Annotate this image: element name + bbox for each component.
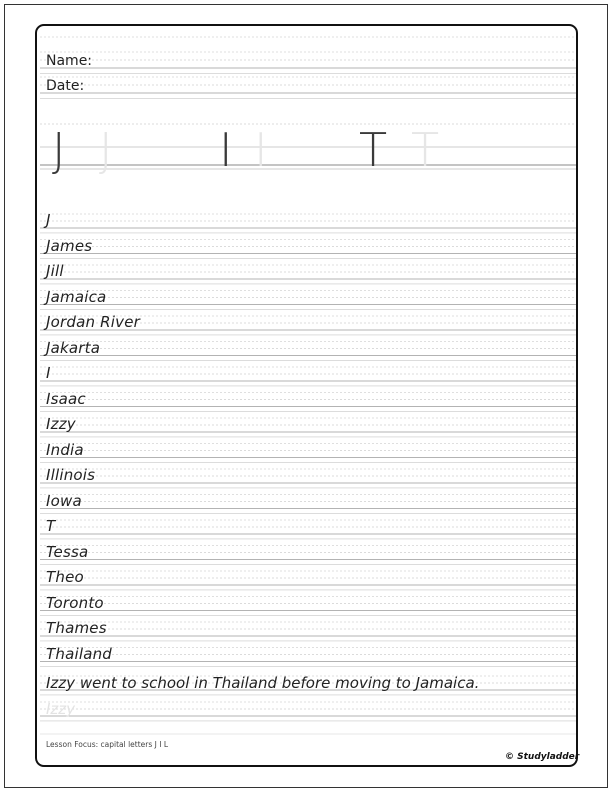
name-label: Name: <box>46 53 93 69</box>
letter-j-trace: J <box>99 123 113 177</box>
practice-word: Jordan River <box>46 313 141 331</box>
practice-sentence: Izzy went to school in Thailand before moving to Jamaica. <box>46 674 480 692</box>
practice-word: Theo <box>46 568 84 586</box>
practice-word: Jamaica <box>46 287 107 306</box>
practice-word: Tessa <box>46 542 89 561</box>
letter-i-model: I <box>219 123 233 177</box>
practice-word: T <box>46 517 56 535</box>
practice-word: Toronto <box>46 593 104 612</box>
practice-word: James <box>46 236 93 255</box>
practice-word: I <box>46 364 51 382</box>
practice-word: India <box>46 440 84 459</box>
letter-i-trace: I <box>254 123 268 177</box>
practice-word: Isaac <box>46 389 86 408</box>
studyladder-logo: © Studyladder <box>505 752 580 762</box>
date-label: Date: <box>46 78 85 94</box>
lesson-focus-note: Lesson Focus: capital letters J I L <box>46 740 169 749</box>
practice-word: Thailand <box>46 644 113 663</box>
practice-word: J <box>46 211 51 229</box>
practice-word: Jakarta <box>46 338 101 357</box>
practice-word: Thames <box>46 619 107 637</box>
practice-word: Illinois <box>46 466 96 484</box>
practice-word: Jill <box>46 262 64 280</box>
practice-word: Iowa <box>46 491 82 510</box>
letter-t-model: T <box>359 123 388 177</box>
letter-j-model: J <box>52 123 66 177</box>
trace-word: Izzy <box>46 700 76 718</box>
letter-t-trace: T <box>411 123 440 177</box>
practice-word: Izzy <box>46 415 76 433</box>
